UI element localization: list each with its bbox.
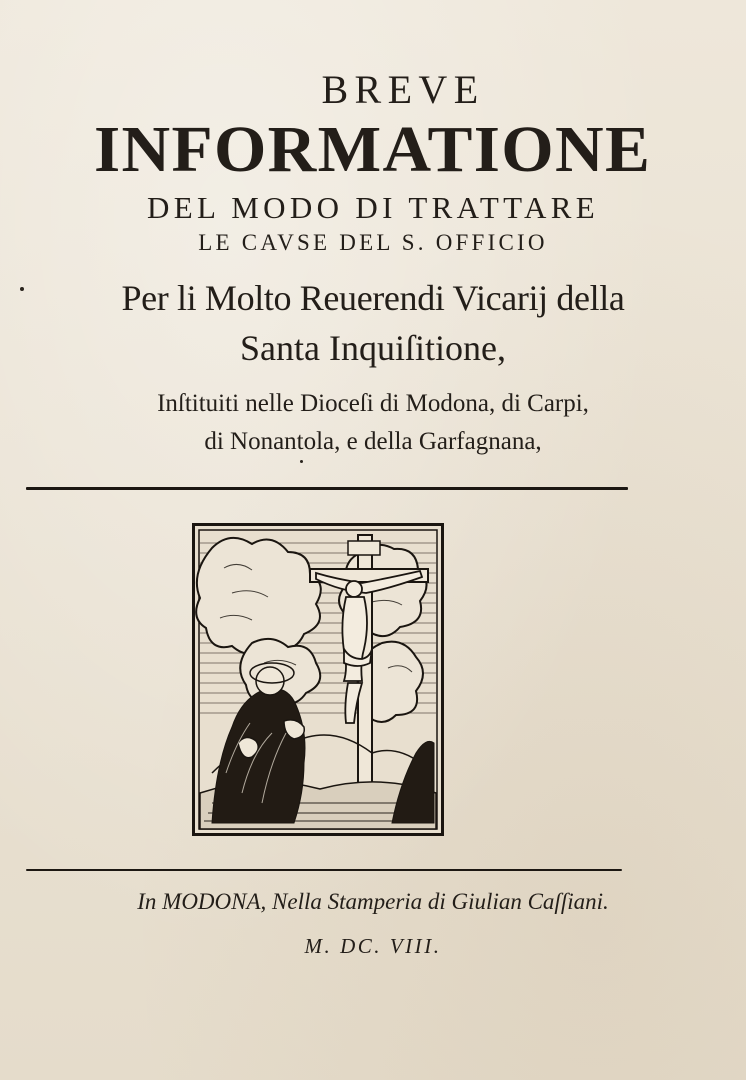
bottom-rule — [26, 869, 622, 871]
subtitle-cause: LE CAVSE DEL S. OFFICIO — [198, 230, 548, 255]
subtitle-modo: DEL MODO DI TRATTARE — [147, 190, 599, 225]
ink-speck — [300, 460, 303, 463]
title-informatione: INFORMATIONE — [93, 113, 652, 186]
crucifixion-woodcut — [192, 523, 444, 836]
top-rule — [26, 487, 628, 490]
dioceses-line-1: Inſtituiti nelle Dioceſi di Modona, di Carpi, — [157, 390, 589, 417]
dioceses-line-2: di Nonantola, e della Garfagnana, — [204, 428, 542, 455]
imprint-printer: In MODONA, Nella Stamperia di Giulian Caſſiani. — [137, 889, 609, 914]
title-breve: BREVE — [321, 67, 485, 112]
show-through-texture — [460, 560, 720, 980]
dedication-line-2: Santa Inquiſitione, — [240, 328, 506, 368]
ink-speck — [20, 287, 24, 291]
imprint-date: M. DC. VIII. — [304, 934, 442, 958]
dedication-line-1: Per li Molto Reuerendi Vicarij della — [121, 278, 625, 318]
